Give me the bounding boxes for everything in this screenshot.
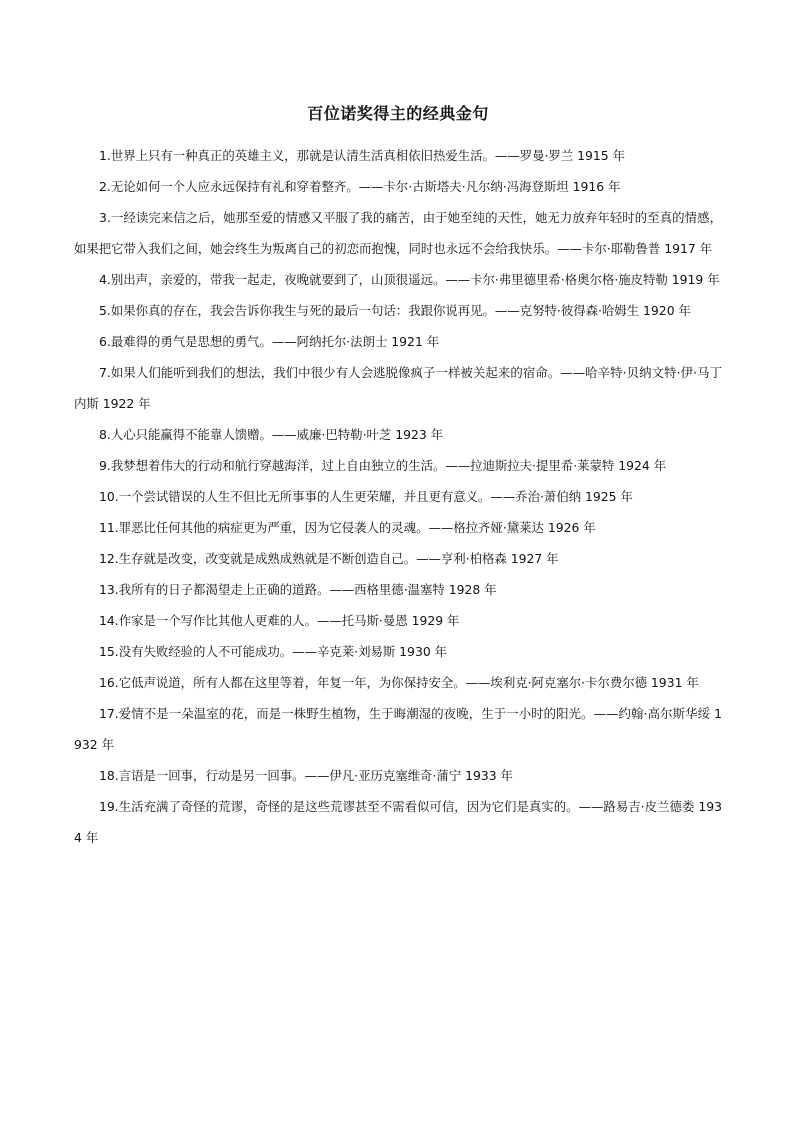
quote-item: 1.世界上只有一种真正的英雄主义，那就是认清生活真相依旧热爱生活。——罗曼·罗兰 1915 年 xyxy=(99,148,626,163)
quote-item: 8.人心只能赢得不能靠人馈赠。——威廉·巴特勒·叶芝 1923 年 xyxy=(99,427,444,442)
quote-item: 19.生活充满了奇怪的荒谬，奇怪的是这些荒谬甚至不需看似可信，因为它们是真实的。——路易吉·皮兰德娄 1934 年 xyxy=(74,799,722,845)
quote-item: 18.言语是一回事，行动是另一回事。——伊凡·亚历克塞维奇·蒲宁 1933 年 xyxy=(99,768,513,783)
quote-item: 15.没有失败经验的人不可能成功。——辛克莱·刘易斯 1930 年 xyxy=(99,644,448,659)
quote-item: 3.一经读完来信之后，她那至爱的情感又平服了我的痛苦，由于她至纯的天性，她无力放弃年轻时的至真的情感，如果把它带入我们之间，她会终生为叛离自己的初恋而抱愧，同时也永远不会给我快乐。——卡尔·耶勒鲁普 1917 年 xyxy=(74,210,722,256)
quote-item: 14.作家是一个写作比其他人更难的人。——托马斯·曼恩 1929 年 xyxy=(99,613,460,628)
document-page xyxy=(74,102,722,853)
quote-item: 6.最难得的勇气是思想的勇气。——阿纳托尔·法朗士 1921 年 xyxy=(99,334,440,349)
quote-item: 7.如果人们能听到我们的想法，我们中很少有人会逃脱像疯子一样被关起来的宿命。——哈辛特·贝纳文特·伊·马丁内斯 1922 年 xyxy=(74,365,722,411)
quote-item: 11.罪恶比任何其他的病症更为严重，因为它侵袭人的灵魂。——格拉齐娅·黛莱达 1926 年 xyxy=(99,520,596,535)
quote-item: 9.我梦想着伟大的行动和航行穿越海洋，过上自由独立的生活。——拉迪斯拉夫·提里希·莱蒙特 1924 年 xyxy=(99,458,667,473)
quote-item: 13.我所有的日子都渴望走上正确的道路。——西格里德·温塞特 1928 年 xyxy=(99,582,497,597)
quote-item: 10.一个尝试错误的人生不但比无所事事的人生更荣耀，并且更有意义。——乔治·萧伯纳 1925 年 xyxy=(99,489,633,504)
quote-item: 5.如果你真的存在，我会告诉你我生与死的最后一句话：我跟你说再见。——克努特·彼得森·哈姆生 1920 年 xyxy=(99,303,691,318)
quote-item: 12.生存就是改变，改变就是成熟成熟就是不断创造自己。——亨利·柏格森 1927 年 xyxy=(99,551,559,566)
document-title: 百位诺奖得主的经典金句 xyxy=(307,104,489,123)
quote-item: 16.它低声说道，所有人都在这里等着，年复一年，为你保持安全。——埃利克·阿克塞尔·卡尔费尔德 1931 年 xyxy=(99,675,699,690)
quote-item: 4.别出声，亲爱的，带我一起走，夜晚就要到了，山顶很遥远。——卡尔·弗里德里希·格奥尔格·施皮特勒 1919 年 xyxy=(99,272,720,287)
quote-item: 2.无论如何一个人应永远保持有礼和穿着整齐。——卡尔·古斯塔夫·凡尔纳·冯海登斯坦 1916 年 xyxy=(99,179,621,194)
quote-item: 17.爱情不是一朵温室的花，而是一株野生植物，生于晦潮湿的夜晚，生于一小时的阳光。——约翰·高尔斯华绥 1932 年 xyxy=(74,706,722,752)
